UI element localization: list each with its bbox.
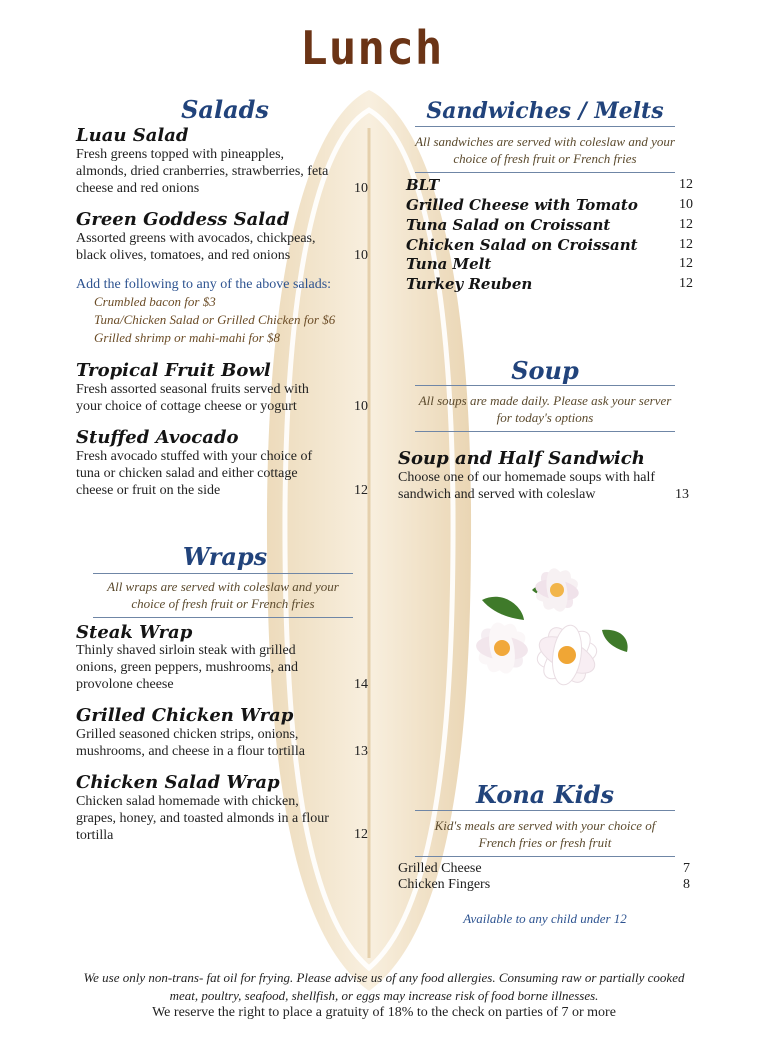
green-goddess-salad-price: 10 <box>354 248 368 263</box>
kids-rule-top <box>415 810 675 811</box>
steak-wrap-desc: Thinly shaved sirloin steak with grilled onions, green peppers, mushrooms, and provolone cheese <box>76 643 299 692</box>
tropical-fruit-bowl-desc: Fresh assorted seasonal fruits served with your choice of cottage cheese or yogurt <box>76 382 309 414</box>
tuna-salad-croissant-name: Tuna Salad on Croissant <box>406 216 611 234</box>
salad-addon-title: Add the following to any of the above salads: <box>76 277 332 292</box>
tropical-fruit-bowl-name: Tropical Fruit Bowl <box>76 360 271 381</box>
gratuity-note: We reserve the right to place a gratuity of 18% to the check on parties of 7 or more <box>152 1005 616 1020</box>
wraps-rule-bottom <box>93 617 353 618</box>
stuffed-avocado-name: Stuffed Avocado <box>76 427 239 448</box>
turkey-reuben-price: 12 <box>679 276 693 291</box>
tuna-salad-croissant-price: 12 <box>679 217 693 232</box>
sandwiches-note: All sandwiches are served with coleslaw and your choice of fresh fruit or French fries <box>415 134 675 166</box>
blt-name: BLT <box>406 176 440 194</box>
tuna-melt-name: Tuna Melt <box>406 255 492 273</box>
grilled-cheese-tomato-name: Grilled Cheese with Tomato <box>406 196 638 214</box>
green-goddess-salad-desc: Assorted greens with avocados, chickpeas, black olives, tomatoes, and red onions <box>76 231 316 263</box>
sandwiches-header: Sandwiches / Melts <box>426 98 664 124</box>
chicken-salad-croissant-price: 12 <box>679 237 693 252</box>
stuffed-avocado-price: 12 <box>354 483 368 498</box>
wraps-note: All wraps are served with coleslaw and your choice of fresh fruit or French fries <box>107 579 339 611</box>
chicken-salad-wrap-price: 12 <box>354 827 368 842</box>
soup-half-sandwich-price: 13 <box>675 487 689 502</box>
kids-chicken-fingers-name: Chicken Fingers <box>398 877 491 892</box>
soup-rule-bottom <box>415 431 675 432</box>
soup-header: Soup <box>511 356 579 385</box>
soup-note: All soups are made daily. Please ask your server for today's options <box>418 393 672 425</box>
blt-price: 12 <box>679 177 693 192</box>
steak-wrap-name: Steak Wrap <box>76 622 193 643</box>
kids-header: Kona Kids <box>476 780 614 809</box>
grilled-chicken-wrap-name: Grilled Chicken Wrap <box>76 705 294 726</box>
luau-salad-price: 10 <box>354 181 368 196</box>
tuna-melt-price: 12 <box>679 256 693 271</box>
tropical-fruit-bowl-price: 10 <box>354 399 368 414</box>
turkey-reuben-name: Turkey Reuben <box>406 275 533 293</box>
wraps-rule-top <box>93 573 353 574</box>
kids-rule-bottom <box>415 856 675 857</box>
sandwiches-rule-bottom <box>415 172 675 173</box>
soup-half-sandwich-desc: Choose one of our homemade soups with half sandwich and served with coleslaw <box>398 470 656 502</box>
kids-chicken-fingers-price: 8 <box>683 877 690 892</box>
sandwiches-rule-top <box>415 126 675 127</box>
grilled-cheese-tomato-price: 10 <box>679 197 693 212</box>
salad-addon-3: Grilled shrimp or mahi-mahi for $8 <box>94 330 280 345</box>
luau-salad-name: Luau Salad <box>76 125 189 146</box>
steak-wrap-price: 14 <box>354 677 368 692</box>
chicken-salad-wrap-desc: Chicken salad homemade with chicken, grapes, honey, and toasted almonds in a flour tortilla <box>76 794 329 843</box>
kids-availability-note: Available to any child under 12 <box>463 911 627 926</box>
menu-title: Lunch <box>300 21 444 75</box>
salads-header: Salads <box>181 95 269 124</box>
luau-salad-desc: Fresh greens topped with pineapples, almonds, dried cranberries, strawberries, feta cheese and red onions <box>76 147 329 196</box>
plumeria-flowers-image <box>462 560 632 710</box>
kids-note: Kid's meals are served with your choice of French fries or fresh fruit <box>434 818 656 850</box>
allergy-note: We use only non-trans- fat oil for frying. Please advise us of any food allergies. Consuming raw or partially cooked meat, poultry, seafood, shellfish, or eggs may increase risk of food borne illnesses. <box>83 970 685 1003</box>
grilled-chicken-wrap-desc: Grilled seasoned chicken strips, onions, mushrooms, and cheese in a flour tortilla <box>76 727 305 759</box>
wraps-header: Wraps <box>182 542 268 571</box>
salad-addon-1: Crumbled bacon for $3 <box>94 294 216 309</box>
stuffed-avocado-desc: Fresh avocado stuffed with your choice of tuna or chicken salad and either cottage cheese or fruit on the side <box>76 449 313 498</box>
kids-grilled-cheese-name: Grilled Cheese <box>398 861 482 876</box>
kids-grilled-cheese-price: 7 <box>683 861 690 876</box>
chicken-salad-wrap-name: Chicken Salad Wrap <box>76 772 280 793</box>
soup-half-sandwich-name: Soup and Half Sandwich <box>398 448 645 469</box>
salad-addon-2: Tuna/Chicken Salad or Grilled Chicken for $6 <box>94 312 336 327</box>
green-goddess-salad-name: Green Goddess Salad <box>76 209 290 230</box>
soup-rule-top <box>415 385 675 386</box>
chicken-salad-croissant-name: Chicken Salad on Croissant <box>406 236 638 254</box>
flower-top <box>533 566 581 614</box>
grilled-chicken-wrap-price: 13 <box>354 744 368 759</box>
